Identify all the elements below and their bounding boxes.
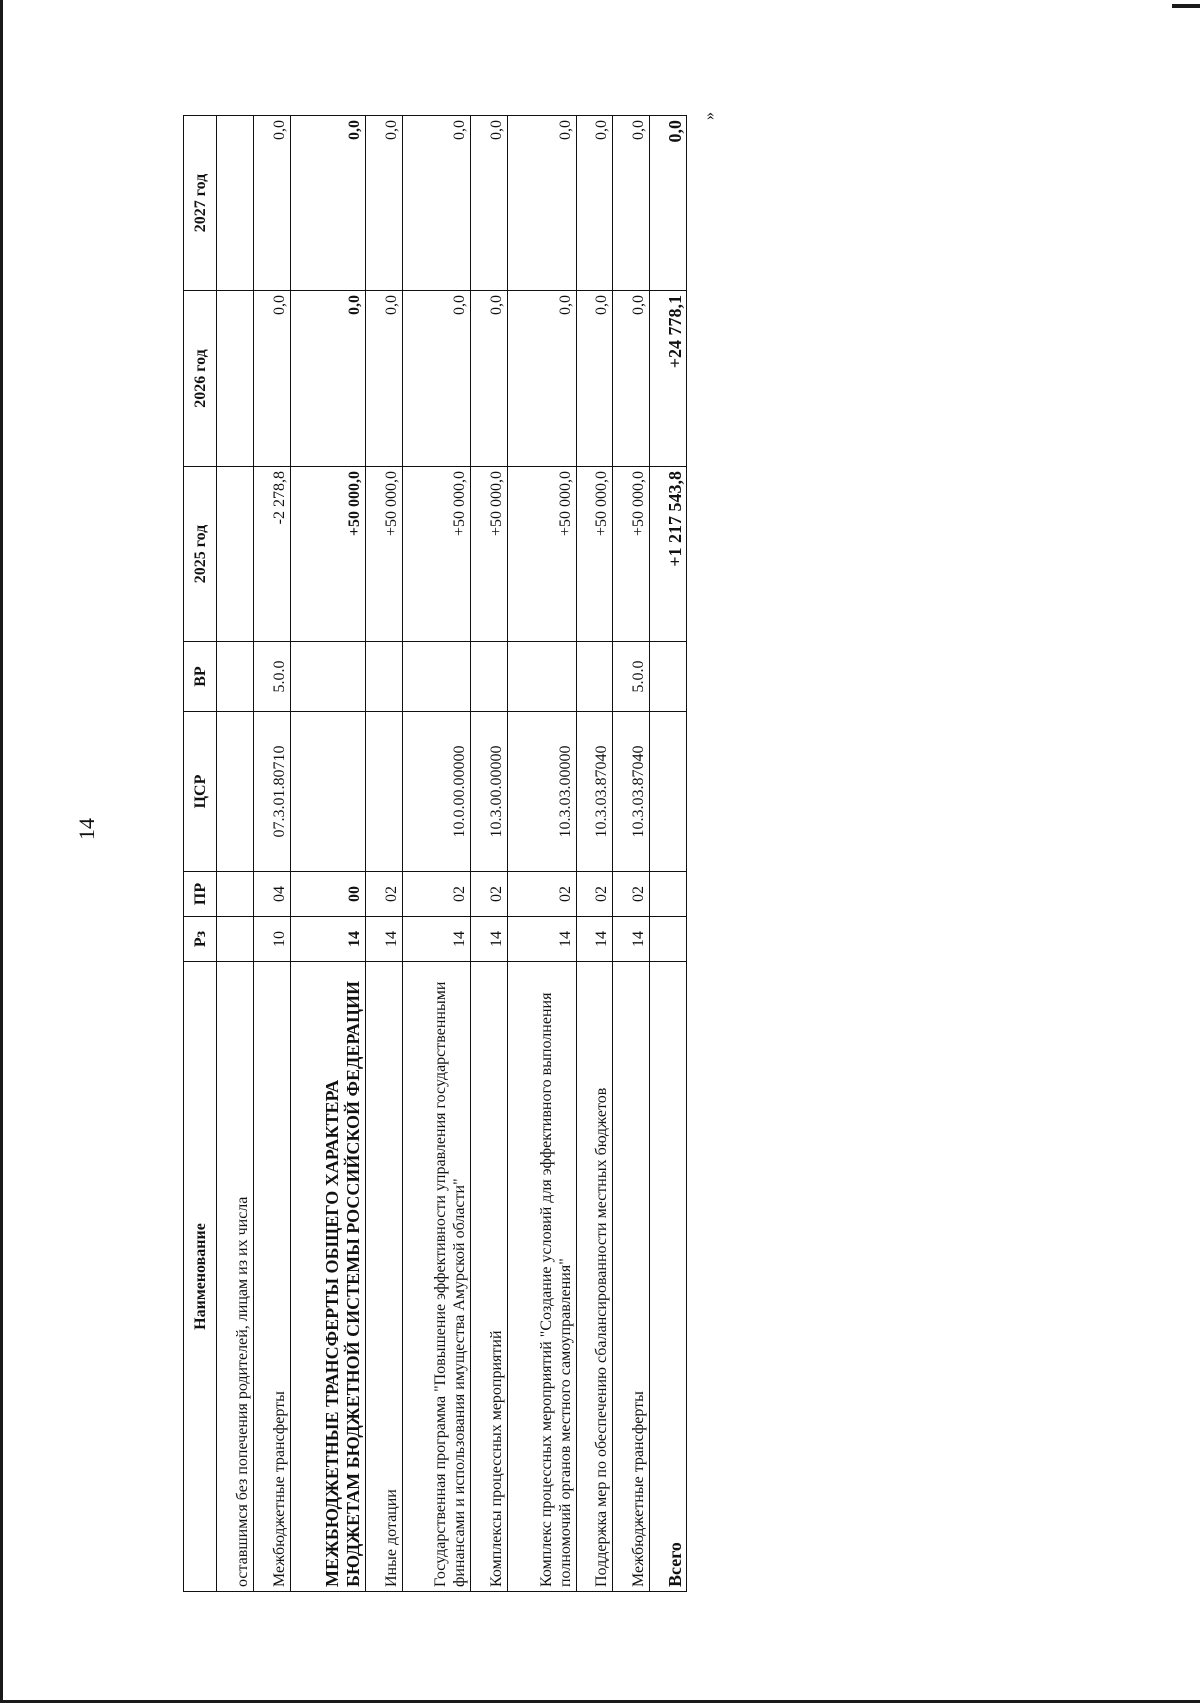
cell-csr xyxy=(365,712,402,872)
cell-csr: 10.3.03.87040 xyxy=(576,712,613,872)
cell-csr xyxy=(217,712,254,872)
page-number: 14 xyxy=(74,818,99,840)
continuation-mark: » xyxy=(701,112,718,120)
cell-2027: 0,0 xyxy=(471,116,508,291)
table-row-section xyxy=(290,116,365,1592)
cell-vr xyxy=(290,642,365,712)
cell-2025: +50 000,0 xyxy=(290,467,365,642)
cell-2025: +50 000,0 xyxy=(508,467,577,642)
cell-2025: +50 000,0 xyxy=(576,467,613,642)
cell-rz: 10 xyxy=(253,917,290,962)
table-header-row xyxy=(184,116,217,1592)
scan-corner-mark xyxy=(1172,4,1200,8)
cell-vr xyxy=(650,642,687,712)
cell-csr xyxy=(290,712,365,872)
cell-2026: 0,0 xyxy=(402,291,471,467)
cell-2025: +50 000,0 xyxy=(365,467,402,642)
cell-pr: 02 xyxy=(471,872,508,917)
header-csr: ЦСР xyxy=(184,712,217,872)
cell-vr xyxy=(508,642,577,712)
cell-name: Комплекс процессных мероприятий "Создание условий для эффективного выполнения полномочий органов местного самоуправления" xyxy=(508,962,577,1592)
cell-rz: 14 xyxy=(508,917,577,962)
table-row xyxy=(217,116,254,1592)
cell-csr: 07.3.01.80710 xyxy=(253,712,290,872)
header-2025: 2025 год xyxy=(184,467,217,642)
cell-2027: 0,0 xyxy=(650,116,687,291)
cell-rz xyxy=(217,917,254,962)
cell-pr: 02 xyxy=(365,872,402,917)
cell-vr: 5.0.0 xyxy=(253,642,290,712)
cell-pr xyxy=(217,872,254,917)
cell-2025: +1 217 543,8 xyxy=(650,467,687,642)
scan-left-edge xyxy=(0,0,3,1703)
header-2026: 2026 год xyxy=(184,291,217,467)
cell-csr: 10.3.00.00000 xyxy=(471,712,508,872)
cell-name: Межбюджетные трансферты xyxy=(253,962,290,1592)
table-row xyxy=(365,116,402,1592)
cell-name: Комплексы процессных мероприятий xyxy=(471,962,508,1592)
cell-vr xyxy=(471,642,508,712)
cell-rz: 14 xyxy=(613,917,650,962)
table-row xyxy=(253,116,290,1592)
cell-2027: 0,0 xyxy=(576,116,613,291)
cell-2026: +24 778,1 xyxy=(650,291,687,467)
cell-csr: 10.0.00.00000 xyxy=(402,712,471,872)
header-pr: ПР xyxy=(184,872,217,917)
table-row xyxy=(613,116,650,1592)
cell-name: Всего xyxy=(650,962,687,1592)
cell-vr xyxy=(402,642,471,712)
header-2027: 2027 год xyxy=(184,116,217,291)
cell-pr: 02 xyxy=(402,872,471,917)
cell-rz: 14 xyxy=(471,917,508,962)
table-row xyxy=(576,116,613,1592)
cell-vr: 5.0.0 xyxy=(613,642,650,712)
cell-2026: 0,0 xyxy=(613,291,650,467)
table-row xyxy=(471,116,508,1592)
cell-2027 xyxy=(217,116,254,291)
budget-table xyxy=(183,115,687,1592)
cell-name: МЕЖБЮДЖЕТНЫЕ ТРАНСФЕРТЫ ОБЩЕГО ХАРАКТЕРА БЮДЖЕТАМ БЮДЖЕТНОЙ СИСТЕМЫ РОССИЙСКОЙ ФЕДЕРАЦИИ xyxy=(290,962,365,1592)
cell-2026: 0,0 xyxy=(253,291,290,467)
table-row xyxy=(508,116,577,1592)
cell-2027: 0,0 xyxy=(253,116,290,291)
cell-pr: 02 xyxy=(576,872,613,917)
cell-name: Поддержка мер по обеспечению сбалансированности местных бюджетов xyxy=(576,962,613,1592)
cell-name: оставшимся без попечения родителей, лицам из их числа xyxy=(217,962,254,1592)
cell-2026: 0,0 xyxy=(471,291,508,467)
table-row xyxy=(402,116,471,1592)
header-rz: Рз xyxy=(184,917,217,962)
cell-2025 xyxy=(217,467,254,642)
cell-2027: 0,0 xyxy=(365,116,402,291)
cell-vr xyxy=(576,642,613,712)
cell-pr: 02 xyxy=(613,872,650,917)
cell-name: Межбюджетные трансферты xyxy=(613,962,650,1592)
cell-pr: 02 xyxy=(508,872,577,917)
cell-2027: 0,0 xyxy=(508,116,577,291)
cell-name: Государственная программа "Повышение эффективности управления государственными финансами и использования имущества Амурской области" xyxy=(402,962,471,1592)
cell-2025: -2 278,8 xyxy=(253,467,290,642)
cell-2026: 0,0 xyxy=(365,291,402,467)
cell-rz: 14 xyxy=(402,917,471,962)
cell-2026 xyxy=(217,291,254,467)
cell-2027: 0,0 xyxy=(290,116,365,291)
cell-csr: 10.3.03.00000 xyxy=(508,712,577,872)
cell-pr: 00 xyxy=(290,872,365,917)
cell-2026: 0,0 xyxy=(290,291,365,467)
cell-rz: 14 xyxy=(576,917,613,962)
cell-2025: +50 000,0 xyxy=(613,467,650,642)
cell-pr: 04 xyxy=(253,872,290,917)
cell-2026: 0,0 xyxy=(508,291,577,467)
header-name: Наименование xyxy=(184,962,217,1592)
cell-rz xyxy=(650,917,687,962)
cell-rz: 14 xyxy=(290,917,365,962)
table-row-total xyxy=(650,116,687,1592)
cell-name: Иные дотации xyxy=(365,962,402,1592)
cell-2027: 0,0 xyxy=(402,116,471,291)
header-vr: ВР xyxy=(184,642,217,712)
cell-2026: 0,0 xyxy=(576,291,613,467)
cell-2025: +50 000,0 xyxy=(402,467,471,642)
cell-csr xyxy=(650,712,687,872)
cell-pr xyxy=(650,872,687,917)
rotated-table-container xyxy=(183,116,687,1592)
cell-2025: +50 000,0 xyxy=(471,467,508,642)
cell-csr: 10.3.03.87040 xyxy=(613,712,650,872)
cell-2027: 0,0 xyxy=(613,116,650,291)
cell-vr xyxy=(365,642,402,712)
cell-vr xyxy=(217,642,254,712)
cell-rz: 14 xyxy=(365,917,402,962)
